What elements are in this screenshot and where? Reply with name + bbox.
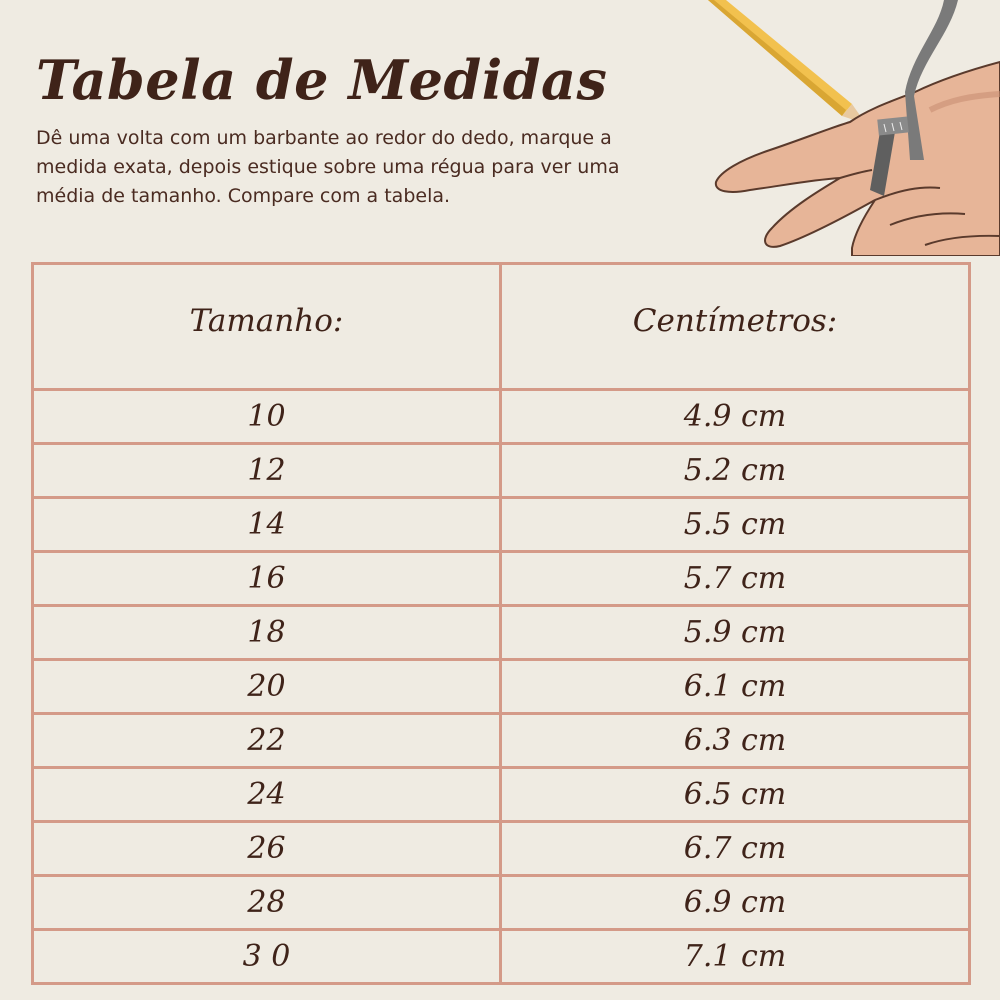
page-title: Tabela de Medidas: [36, 48, 608, 112]
cm-cell: 5.7 cm: [501, 552, 970, 606]
size-cell: 10: [33, 390, 501, 444]
table-row: [33, 606, 970, 660]
pencil-icon: [708, 0, 866, 126]
cm-cell: 6.9 cm: [501, 876, 970, 930]
cm-cell: 4.9 cm: [501, 390, 970, 444]
cm-cell: 5.9 cm: [501, 606, 970, 660]
cm-column-header: Centímetros:: [501, 264, 970, 390]
table-row: [33, 930, 970, 984]
size-cell: 22: [33, 714, 501, 768]
size-cell: 14: [33, 498, 501, 552]
table-row: [33, 768, 970, 822]
table-row: [33, 714, 970, 768]
table-row: [33, 390, 970, 444]
size-cell: 12: [33, 444, 501, 498]
cm-cell: 6.3 cm: [501, 714, 970, 768]
size-cell: 3 0: [33, 930, 501, 984]
cm-cell: 6.5 cm: [501, 768, 970, 822]
size-cell: 26: [33, 822, 501, 876]
size-cell: 24: [33, 768, 501, 822]
table-row: [33, 660, 970, 714]
table-row: [33, 876, 970, 930]
size-table: [31, 262, 971, 985]
cm-cell: 6.1 cm: [501, 660, 970, 714]
instructions-text: Dê uma volta com um barbante ao redor do dedo, marque a medida exata, depois estique sobre uma régua para ver uma média de tamanho. Compare com a tabela.: [36, 127, 620, 207]
table-row: [33, 498, 970, 552]
cm-cell: 5.2 cm: [501, 444, 970, 498]
table-row: [33, 822, 970, 876]
hand-measuring-finger-icon: [700, 0, 1000, 256]
size-cell: 16: [33, 552, 501, 606]
hand-icon: [716, 62, 1000, 256]
table-row: [33, 552, 970, 606]
size-cell: 18: [33, 606, 501, 660]
table-row: [33, 444, 970, 498]
cm-cell: 7.1 cm: [501, 930, 970, 984]
cm-cell: 6.7 cm: [501, 822, 970, 876]
size-cell: 20: [33, 660, 501, 714]
cm-cell: 5.5 cm: [501, 498, 970, 552]
size-column-header: Tamanho:: [33, 264, 501, 390]
table-header-row: [33, 264, 970, 390]
size-cell: 28: [33, 876, 501, 930]
